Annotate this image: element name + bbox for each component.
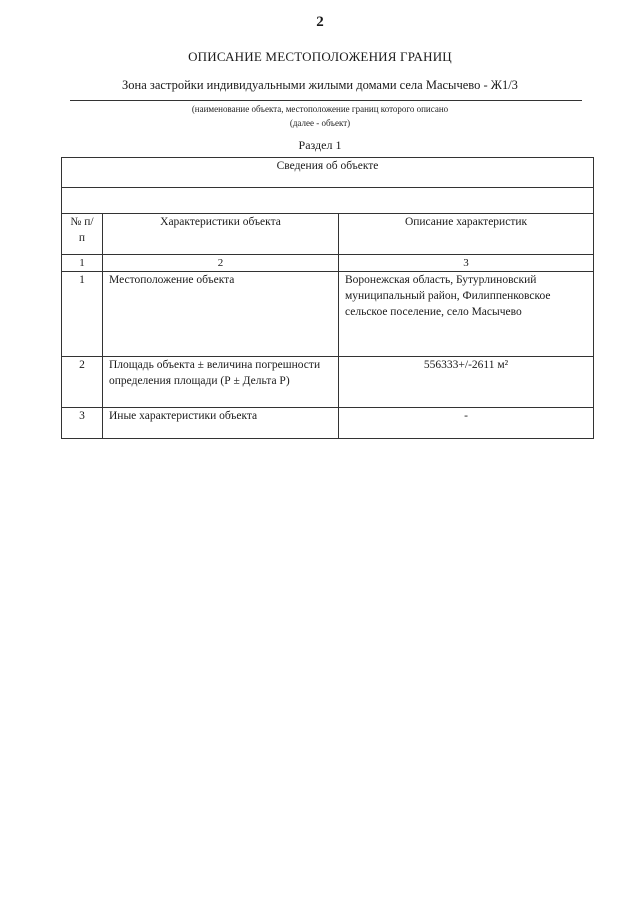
row-num: 3 [62, 408, 103, 439]
object-info-table [61, 157, 594, 439]
row-characteristic: Иные характеристики объекта [103, 408, 339, 439]
column-number: 1 [62, 255, 103, 272]
object-name-underline [70, 100, 582, 101]
table-row [62, 357, 594, 408]
row-num: 2 [62, 357, 103, 408]
object-caption-line1: (наименование объекта, местоположение границ которого описано [191, 104, 449, 114]
section-label: Раздел 1 [298, 138, 342, 152]
table-empty-row [62, 188, 594, 214]
row-characteristic: Местоположение объекта [103, 272, 339, 357]
document-title: ОПИСАНИЕ МЕСТОПОЛОЖЕНИЯ ГРАНИЦ [188, 49, 452, 64]
page-number: 2 [316, 14, 324, 30]
object-name: Зона застройки индивидуальными жилыми домами села Масычево - Ж1/3 [122, 78, 518, 92]
table-column-header-row [62, 214, 594, 255]
table-empty-cell [62, 188, 594, 214]
column-number: 2 [103, 255, 339, 272]
column-header-num: № п/п [62, 214, 103, 255]
table-header-row [62, 158, 594, 188]
row-description: - [339, 408, 594, 439]
row-description: Воронежская область, Бутурлиновский муниципальный район, Филиппенковское сельское поселение, село Масычево [339, 272, 594, 357]
column-header-characteristic: Характеристики объекта [103, 214, 339, 255]
table-header: Сведения об объекте [62, 158, 594, 188]
column-header-description: Описание характеристик [339, 214, 594, 255]
row-num: 1 [62, 272, 103, 357]
table-column-numbers-row [62, 255, 594, 272]
column-number: 3 [339, 255, 594, 272]
row-description: 556333+/-2611 м² [339, 357, 594, 408]
object-caption-line2: (далее - объект) [289, 118, 351, 128]
table-row [62, 272, 594, 357]
table-row [62, 408, 594, 439]
row-characteristic: Площадь объекта ± величина погрешности определения площади (Р ± Дельта Р) [103, 357, 339, 408]
